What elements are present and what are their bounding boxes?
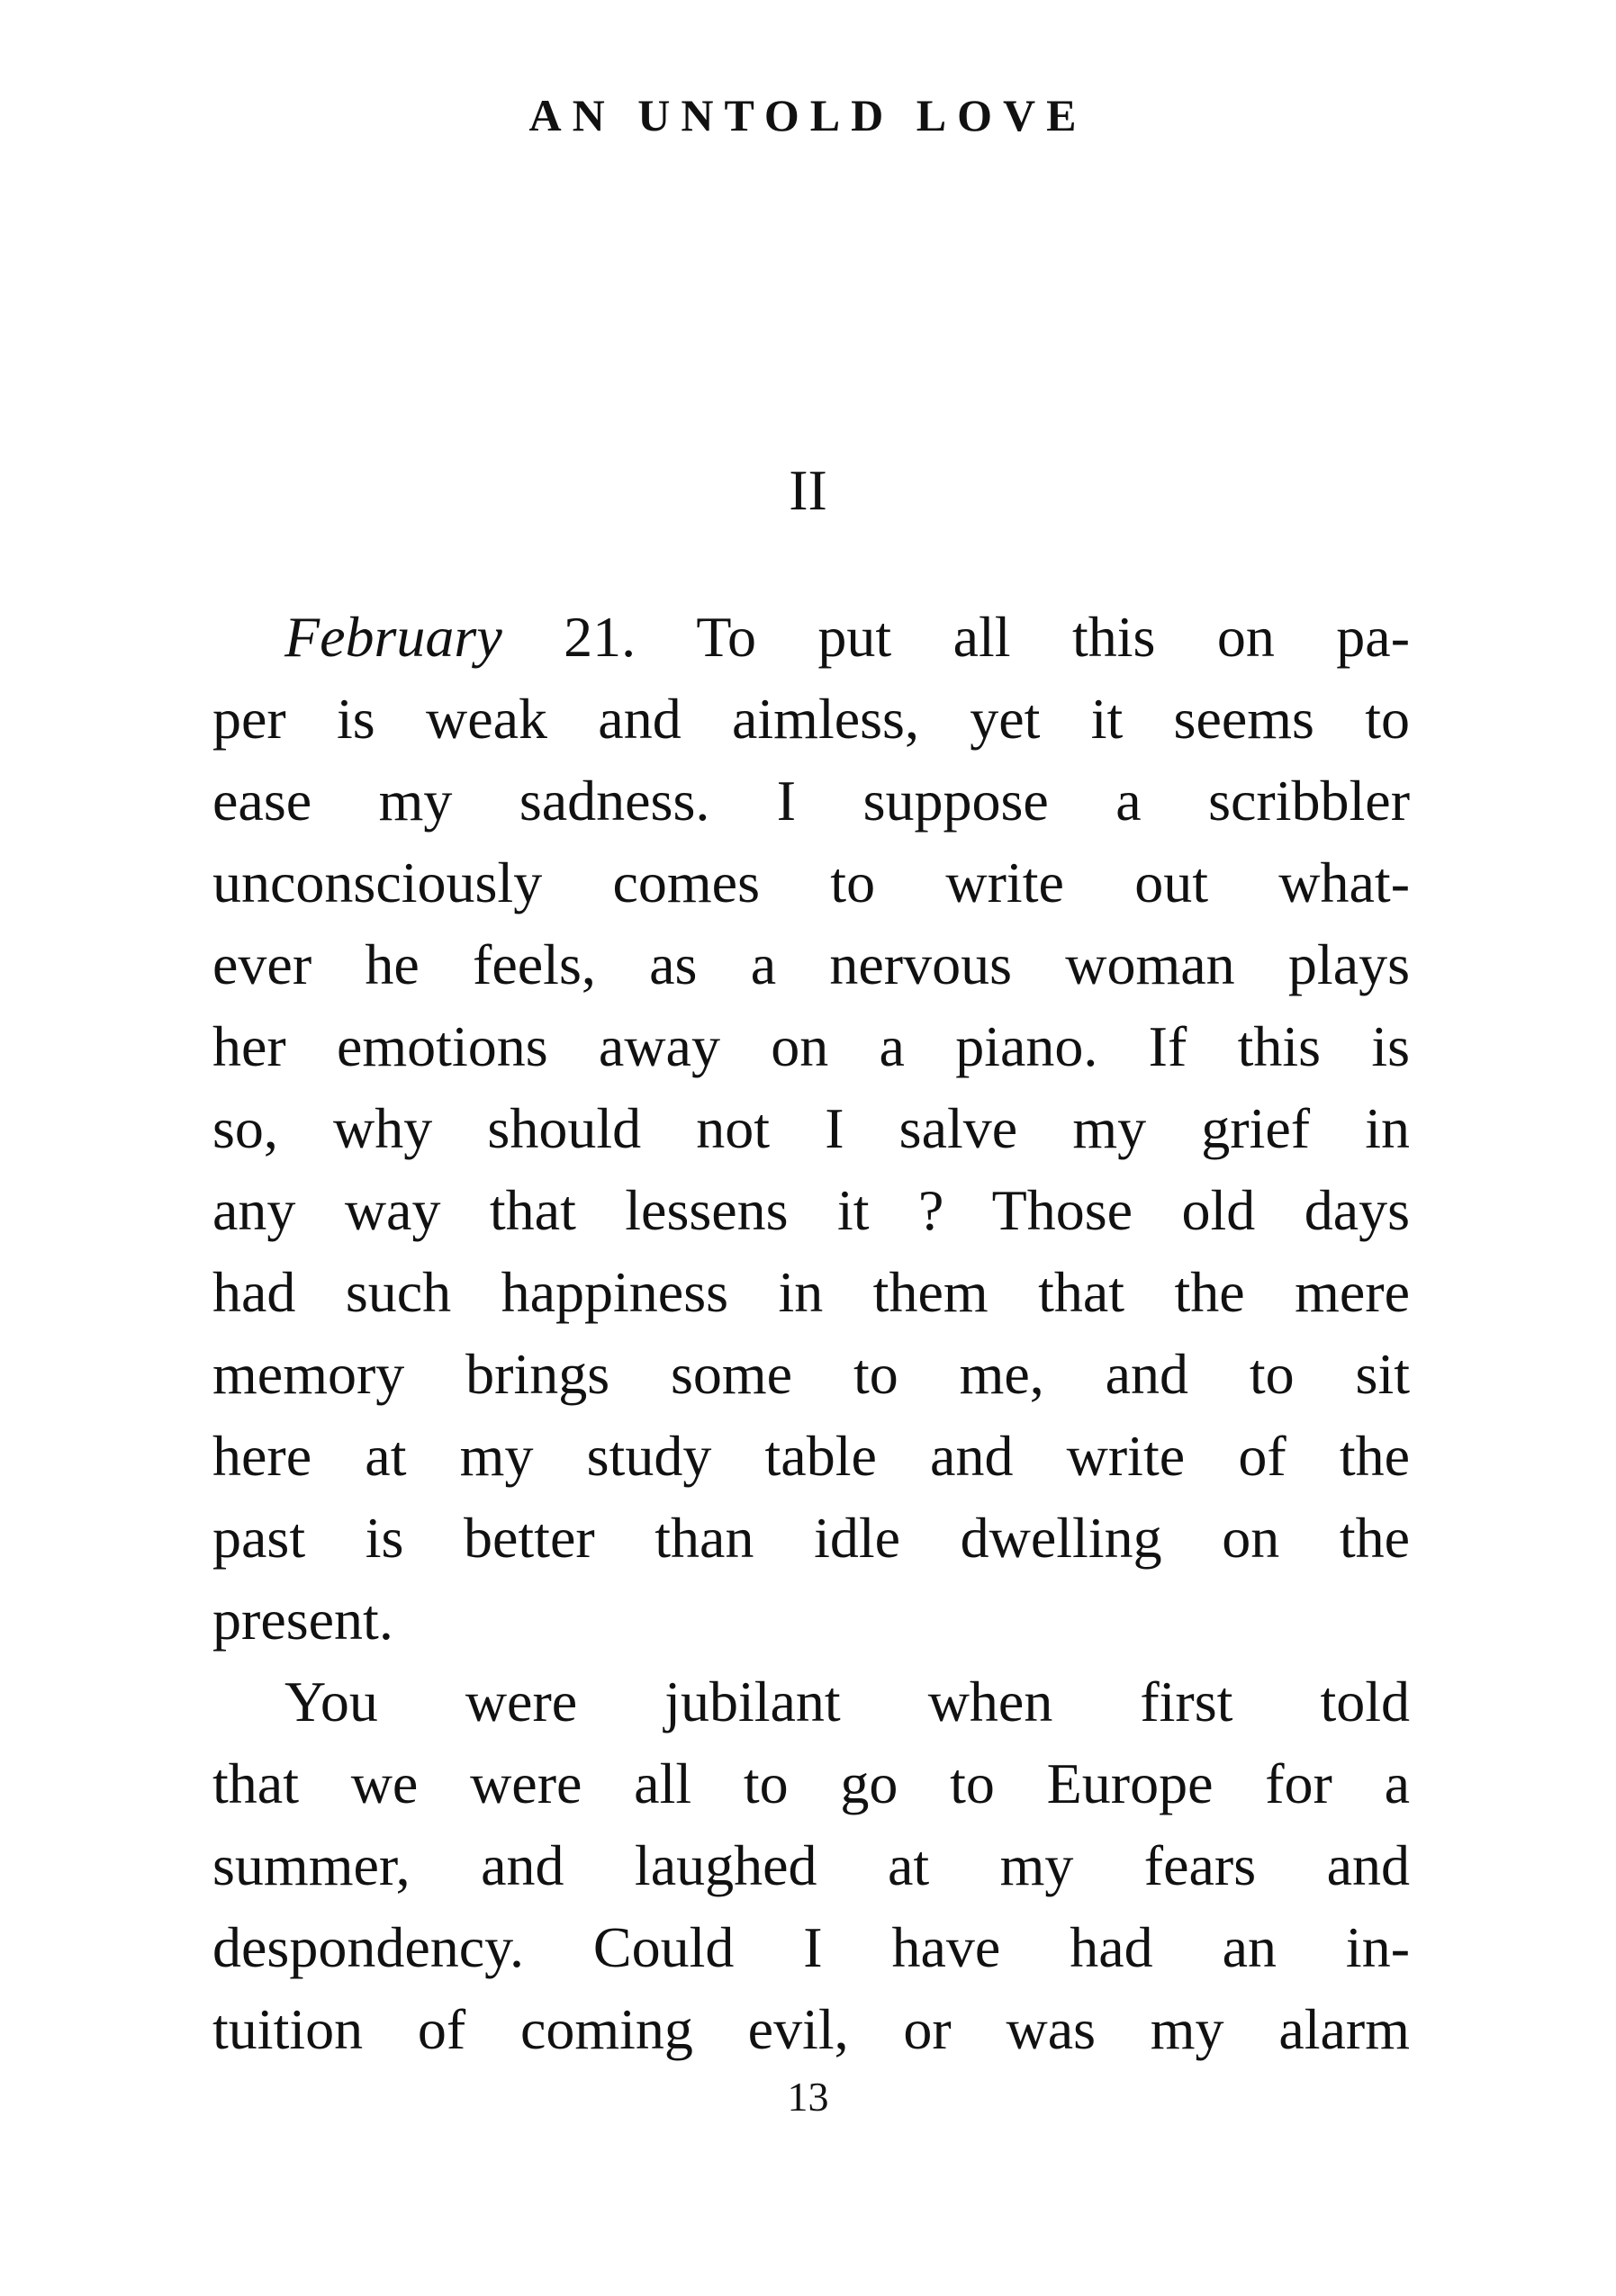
- text-line: that we were all to go to Europe for a: [212, 1751, 1410, 1815]
- text-line: ease my sadness. I suppose a scribbler: [212, 769, 1410, 833]
- text-line: so, why should not I salve my grief in: [212, 1096, 1410, 1160]
- text-line: past is better than idle dwelling on the: [212, 1506, 1410, 1570]
- entry-date: February: [284, 605, 502, 669]
- line-text: 21. To put all this on pa-: [501, 605, 1410, 669]
- text-line: unconsciously comes to write out what-: [212, 851, 1410, 914]
- text-line: ever he feels, as a nervous woman plays: [212, 932, 1410, 996]
- running-head: AN UNTOLD LOVE: [528, 90, 1088, 140]
- text-line: [212, 596, 1410, 678]
- text-line: here at my study table and write of the: [212, 1424, 1410, 1488]
- text-line: despondency. Could I have had an in-: [212, 1915, 1410, 1979]
- text-line: memory brings some to me, and to sit: [212, 1342, 1410, 1406]
- text-line: present.: [212, 1588, 393, 1652]
- text-line: You were jubilant when first told: [284, 1670, 1410, 1733]
- text-line: summer, and laughed at my fears and: [212, 1833, 1410, 1897]
- text-line: tuition of coming evil, or was my alarm: [212, 1997, 1410, 2061]
- text-line: any way that lessens it ? Those old days: [212, 1178, 1410, 1242]
- text-line: her emotions away on a piano. If this is: [212, 1014, 1410, 1078]
- body-text: [212, 596, 1410, 2070]
- page-number: 13: [787, 2074, 829, 2120]
- text-line: per is weak and aimless, yet it seems to: [212, 687, 1410, 751]
- chapter-number: II: [789, 458, 827, 522]
- text-line: had such happiness in them that the mere: [212, 1260, 1410, 1324]
